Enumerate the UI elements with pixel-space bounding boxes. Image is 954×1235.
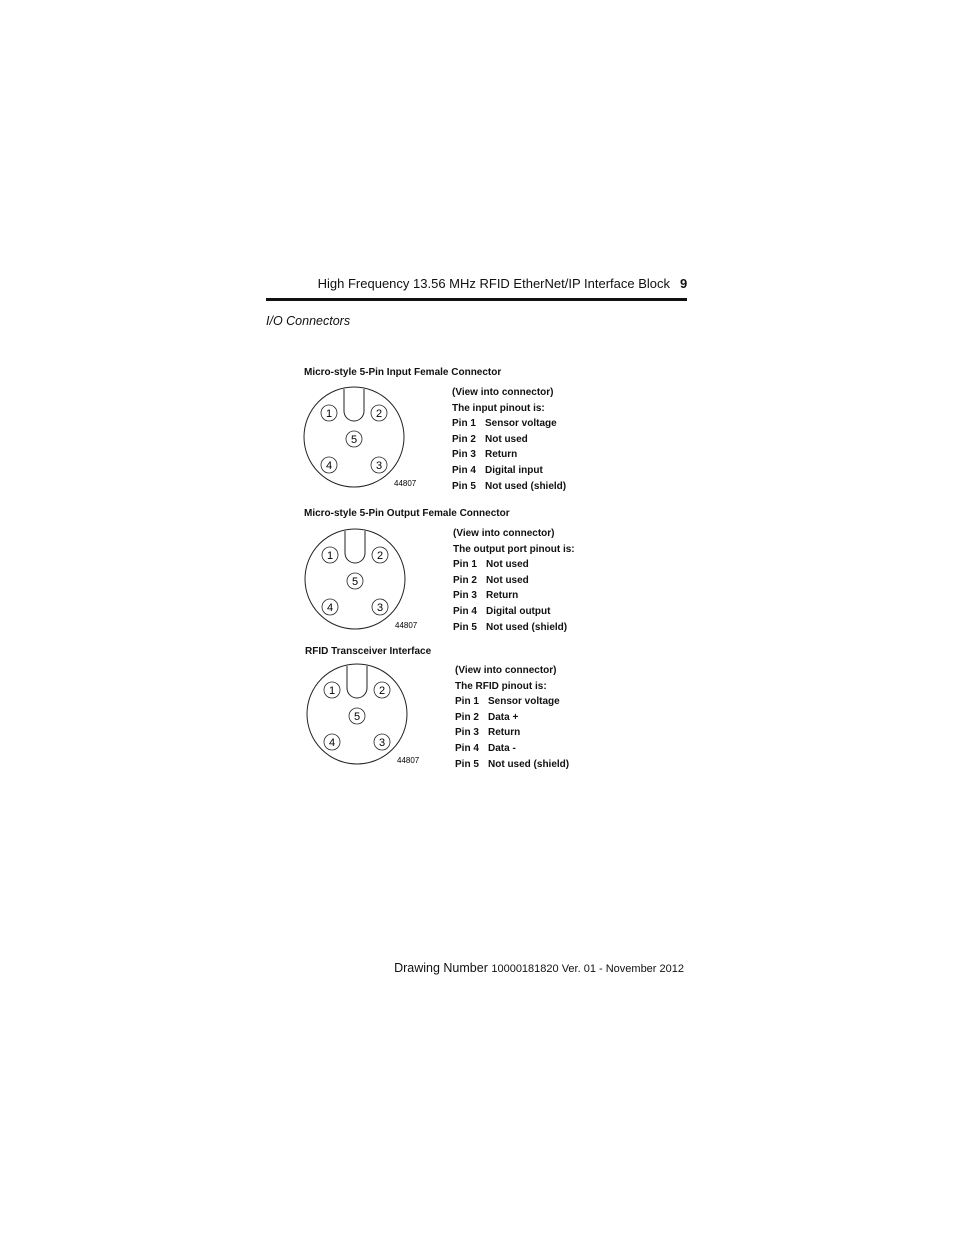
pin-row <box>455 710 569 726</box>
pin-function: Sensor voltage <box>488 696 560 708</box>
pin-function: Data - <box>488 742 516 754</box>
pin-function: Data + <box>488 711 519 723</box>
pin-number: Pin 3 <box>453 590 477 602</box>
pin-label: 2 <box>375 408 383 420</box>
pin-label: 5 <box>353 711 361 723</box>
connector-title-input: Micro-style 5-Pin Input Female Connector <box>304 367 502 378</box>
pin-row <box>453 588 575 604</box>
pin-number: Pin 5 <box>452 480 476 492</box>
pin-row <box>455 741 569 757</box>
connector-diagram-rfid <box>303 662 423 772</box>
pin-function: Not used (shield) <box>486 621 568 633</box>
pin-row <box>452 432 566 448</box>
pin-number: Pin 1 <box>455 696 479 708</box>
pin-label: 2 <box>376 550 384 562</box>
pin-function: Not used (shield) <box>488 758 570 770</box>
pin-number: Pin 1 <box>453 559 477 571</box>
pinout-rfid <box>455 663 569 772</box>
pin-row <box>453 557 575 573</box>
pin-row <box>453 604 575 620</box>
pinout-heading: The input pinout is: <box>452 402 545 414</box>
connector-diagram-input <box>300 385 420 495</box>
pin-row <box>452 479 566 495</box>
pin-number: Pin 5 <box>453 621 477 633</box>
pin-row <box>455 757 569 773</box>
pin-number: Pin 4 <box>453 605 477 617</box>
connector-title-output: Micro-style 5-Pin Output Female Connector <box>304 508 510 519</box>
pinout-heading: The RFID pinout is: <box>455 680 547 692</box>
footer <box>300 961 684 975</box>
pin-number: Pin 1 <box>452 418 476 430</box>
pin-label: 2 <box>378 685 386 697</box>
pinout-output <box>453 526 575 635</box>
pin-number: Pin 5 <box>455 758 479 770</box>
pin-function: Not used <box>486 574 529 586</box>
pin-label: 4 <box>326 602 334 614</box>
pin-number: Pin 2 <box>453 574 477 586</box>
pin-function: Not used <box>485 433 528 445</box>
connector-title-rfid: RFID Transceiver Interface <box>305 646 432 657</box>
pin-row <box>455 694 569 710</box>
pin-label: 5 <box>351 576 359 588</box>
pin-function: Not used <box>486 559 529 571</box>
figure-id: 44807 <box>397 756 420 765</box>
figure-id: 44807 <box>395 621 418 630</box>
pin-function: Return <box>485 449 518 461</box>
figure-id: 44807 <box>394 479 417 488</box>
pin-number: Pin 3 <box>452 449 476 461</box>
pin-row <box>452 463 566 479</box>
drawing-number: 10000181820 Ver. 01 - November 2012 <box>491 963 684 975</box>
pin-label: 4 <box>325 460 333 472</box>
section-title: I/O Connectors <box>266 314 351 328</box>
pin-number: Pin 2 <box>452 433 476 445</box>
pin-number: Pin 3 <box>455 727 479 739</box>
pin-function: Digital output <box>486 605 551 617</box>
pin-function: Return <box>488 727 521 739</box>
header-title: High Frequency 13.56 MHz RFID EtherNet/IP Interface Block <box>317 276 670 291</box>
pin-row <box>453 573 575 589</box>
pin-label: 4 <box>328 737 336 749</box>
header-rule <box>266 298 687 301</box>
view-note: (View into connector) <box>453 528 555 539</box>
view-note: (View into connector) <box>455 665 557 676</box>
pin-number: Pin 2 <box>455 711 479 723</box>
pin-label: 1 <box>326 550 334 562</box>
connector-key-notch <box>347 666 367 698</box>
pin-function: Not used (shield) <box>485 480 567 492</box>
page-number: 9 <box>680 276 688 291</box>
pin-row <box>453 620 575 636</box>
view-note: (View into connector) <box>452 387 554 398</box>
pin-number: Pin 4 <box>452 464 476 476</box>
pin-row <box>452 416 566 432</box>
pinout-heading: The output port pinout is: <box>453 543 575 555</box>
pin-label: 3 <box>375 460 383 472</box>
footer-label: Drawing Number <box>394 961 488 975</box>
pin-label: 5 <box>350 434 358 446</box>
pin-function: Digital input <box>485 464 543 476</box>
connector-key-notch <box>344 389 364 421</box>
connector-diagram-output <box>301 527 421 637</box>
pin-label: 3 <box>376 602 384 614</box>
pin-number: Pin 4 <box>455 742 479 754</box>
pin-function: Return <box>486 590 519 602</box>
pinout-input <box>452 385 566 494</box>
pin-label: 1 <box>325 408 333 420</box>
connector-key-notch <box>345 531 365 563</box>
pin-label: 3 <box>378 737 386 749</box>
pin-row <box>455 725 569 741</box>
pin-row <box>452 447 566 463</box>
pin-label: 1 <box>328 685 336 697</box>
pin-function: Sensor voltage <box>485 418 557 430</box>
